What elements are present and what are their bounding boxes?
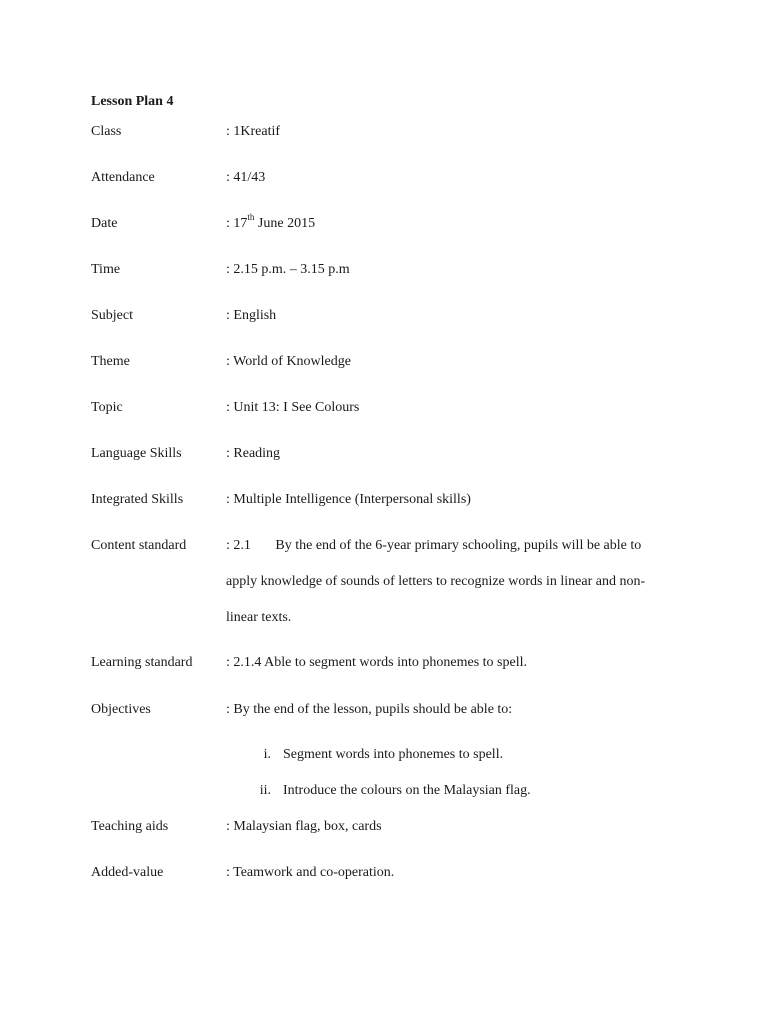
teaching-aids-label: Teaching aids bbox=[91, 819, 169, 834]
topic-value bbox=[226, 399, 359, 417]
objective-item: Introduce the colours on the Malaysian flag. bbox=[283, 783, 531, 798]
language-skills-label: Language Skills bbox=[91, 446, 182, 461]
content-standard-number: 2.1 bbox=[233, 538, 251, 553]
objectives-value bbox=[226, 701, 512, 719]
separator: : bbox=[226, 170, 234, 185]
separator: : bbox=[226, 262, 234, 277]
teaching-aids-value bbox=[226, 818, 382, 836]
separator: : bbox=[226, 400, 234, 415]
topic-label: Topic bbox=[91, 400, 123, 415]
attendance-label: Attendance bbox=[91, 170, 155, 185]
date-suffix: th bbox=[247, 212, 255, 223]
objective-number: i. bbox=[263, 747, 271, 762]
theme-text: World of Knowledge bbox=[233, 354, 351, 369]
learning-standard-text: 2.1.4 Able to segment words into phonemes to spell. bbox=[233, 655, 527, 670]
content-standard-text-1: By the end of the 6-year primary schooling, pupils will be able to bbox=[275, 538, 642, 553]
class-text: 1Kreatif bbox=[233, 124, 281, 139]
time-value bbox=[226, 261, 350, 279]
content-standard-label: Content standard bbox=[91, 538, 187, 553]
topic-text: Unit 13: I See Colours bbox=[233, 400, 360, 415]
separator: : bbox=[226, 865, 234, 880]
separator: : bbox=[226, 446, 234, 461]
subject-value bbox=[226, 307, 276, 325]
integrated-skills-text: Multiple Intelligence (Interpersonal skills) bbox=[233, 492, 471, 507]
attendance-text: 41/43 bbox=[233, 170, 266, 185]
content-standard-line-1 bbox=[226, 537, 641, 555]
separator: : bbox=[226, 216, 234, 231]
separator: : bbox=[226, 819, 234, 834]
learning-standard-value bbox=[226, 654, 527, 672]
class-label: Class bbox=[91, 124, 122, 139]
learning-standard-label: Learning standard bbox=[91, 655, 193, 670]
theme-value bbox=[226, 353, 351, 371]
class-value bbox=[226, 123, 280, 141]
language-skills-text: Reading bbox=[233, 446, 281, 461]
added-value-value bbox=[226, 864, 394, 882]
added-value-text: Teamwork and co-operation. bbox=[233, 865, 395, 880]
added-value-label: Added-value bbox=[91, 865, 164, 880]
separator: : bbox=[226, 538, 234, 553]
subject-text: English bbox=[233, 308, 277, 323]
date-label: Date bbox=[91, 216, 118, 231]
content-standard-line-3: linear texts. bbox=[226, 610, 292, 625]
objective-item: Segment words into phonemes to spell. bbox=[283, 747, 504, 762]
separator: : bbox=[226, 354, 234, 369]
lesson-plan-title: Lesson Plan 4 bbox=[91, 94, 174, 109]
date-day: 17 bbox=[233, 216, 248, 231]
date-rest: June 2015 bbox=[254, 216, 316, 231]
objective-number: ii. bbox=[259, 783, 271, 798]
theme-label: Theme bbox=[91, 354, 130, 369]
separator: : bbox=[226, 655, 234, 670]
objectives-label: Objectives bbox=[91, 702, 151, 717]
date-value bbox=[226, 212, 316, 233]
objectives-text: By the end of the lesson, pupils should be able to: bbox=[233, 702, 513, 717]
content-standard-line-2: apply knowledge of sounds of letters to recognize words in linear and non- bbox=[226, 574, 646, 589]
integrated-skills-value bbox=[226, 491, 471, 509]
language-skills-value bbox=[226, 445, 280, 463]
time-text: 2.15 p.m. – 3.15 p.m bbox=[233, 262, 350, 277]
subject-label: Subject bbox=[91, 308, 133, 323]
attendance-value bbox=[226, 169, 265, 187]
teaching-aids-text: Malaysian flag, box, cards bbox=[233, 819, 382, 834]
separator: : bbox=[226, 308, 234, 323]
integrated-skills-label: Integrated Skills bbox=[91, 492, 184, 507]
separator: : bbox=[226, 124, 234, 139]
separator: : bbox=[226, 492, 234, 507]
time-label: Time bbox=[91, 262, 121, 277]
separator: : bbox=[226, 702, 234, 717]
